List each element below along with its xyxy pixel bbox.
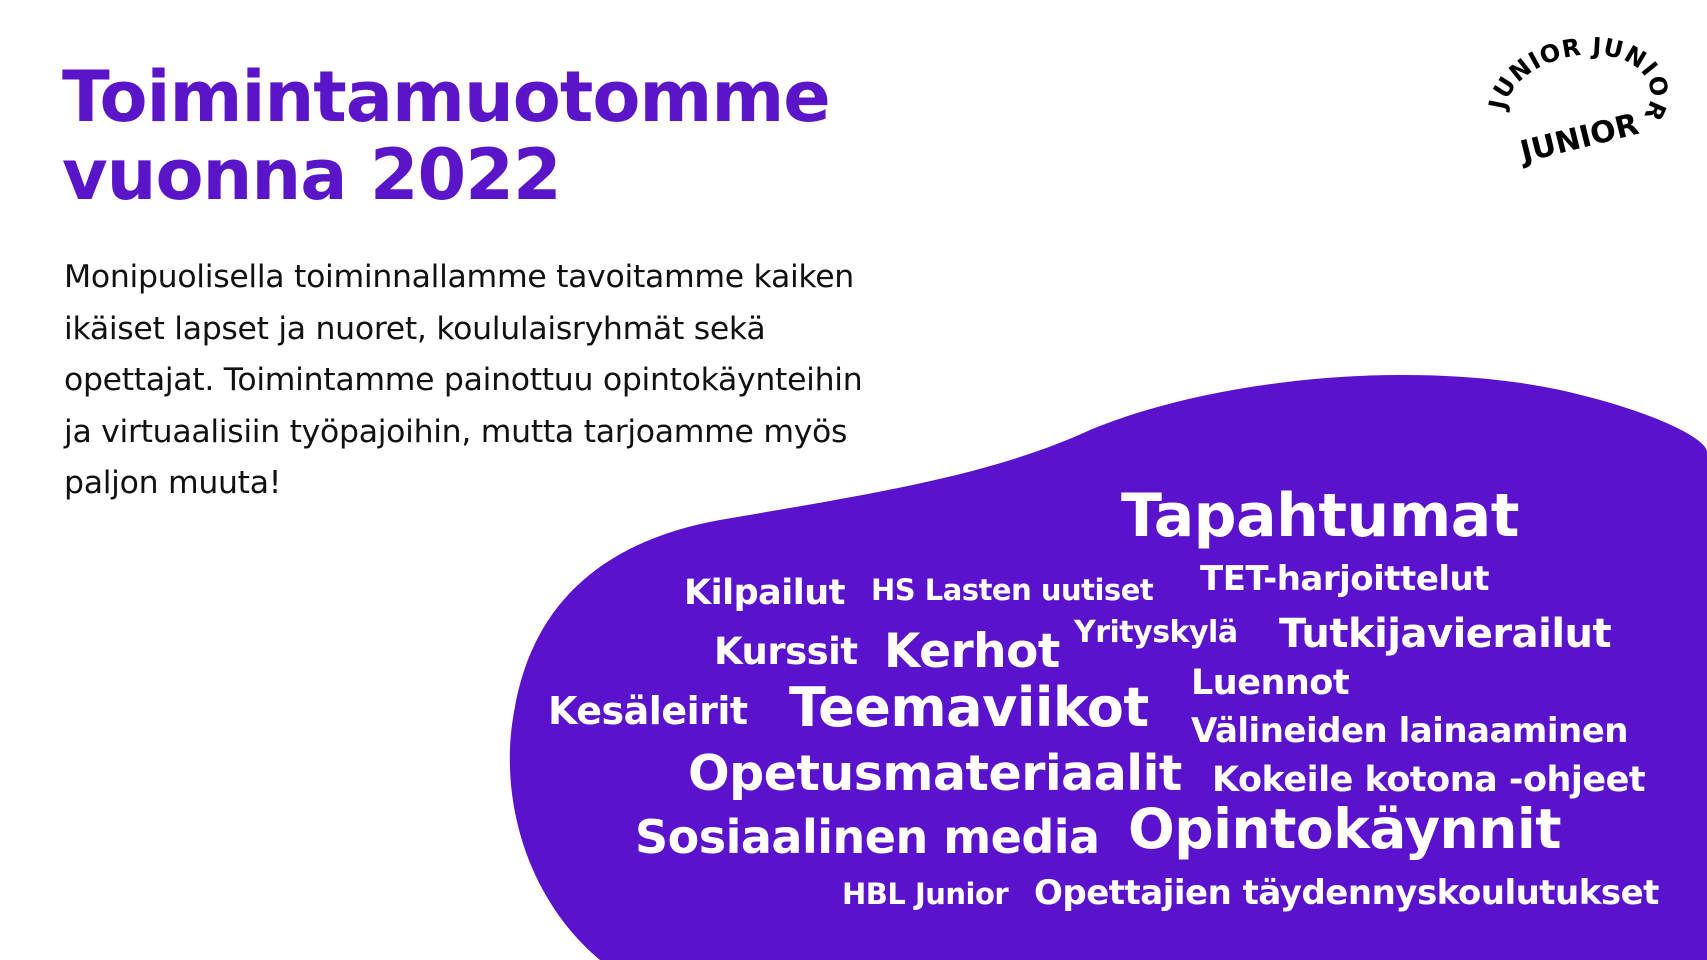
cloud-word-tapahtumat: Tapahtumat xyxy=(1121,481,1519,551)
cloud-word-kurssit: Kurssit xyxy=(714,630,858,673)
intro-line: paljon muuta! xyxy=(64,465,282,501)
cloud-word-opintokaynnit: Opintokäynnit xyxy=(1128,797,1562,861)
cloud-word-kokeile-kotona-ohjeet: Kokeile kotona -ohjeet xyxy=(1212,760,1646,800)
cloud-word-kerhot: Kerhot xyxy=(884,624,1060,679)
cloud-word-hbl-junior: HBL Junior xyxy=(842,877,1009,911)
cloud-word-tet-harjoittelut: TET-harjoittelut xyxy=(1200,559,1489,599)
intro-line: opettajat. Toimintamme painottuu opintokäynteihin xyxy=(64,362,863,398)
cloud-word-opetusmateriaalit: Opetusmateriaalit xyxy=(688,745,1182,802)
cloud-word-kesaleirit: Kesäleirit xyxy=(548,689,748,733)
intro-line: ikäiset lapset ja nuoret, koululaisryhmät sekä xyxy=(64,310,766,347)
cloud-word-yrityskyla: Yrityskylä xyxy=(1074,615,1238,650)
intro-line: ja virtuaalisiin työpajoihin, mutta tarjoamme myös xyxy=(64,413,848,450)
cloud-word-opettajien-taydennyskoulutukset: Opettajien täydennyskoulutukset xyxy=(1034,873,1659,913)
intro-line: Monipuolisella toiminnallamme tavoitamme kaiken xyxy=(64,259,854,295)
cloud-word-sosiaalinen-media: Sosiaalinen media xyxy=(635,810,1100,864)
cloud-word-teemaviikot: Teemaviikot xyxy=(789,676,1149,739)
logo-ring-text: JUNIOR JUNIOR xyxy=(1483,32,1674,126)
cloud-word-kilpailut: Kilpailut xyxy=(684,573,845,613)
cloud-word-hs-lasten-uutiset: HS Lasten uutiset xyxy=(871,573,1154,607)
cloud-word-valineiden-lainaaminen: Välineiden lainaaminen xyxy=(1191,711,1628,751)
page-title-line-2: vuonna 2022 xyxy=(62,134,561,216)
page-title-line-1: Toimintamuotomme xyxy=(62,56,830,138)
cloud-word-tutkijavierailut: Tutkijavierailut xyxy=(1279,611,1612,657)
logo-inner-text: JUNIOR xyxy=(1516,106,1643,171)
cloud-word-luennot: Luennot xyxy=(1191,663,1350,703)
